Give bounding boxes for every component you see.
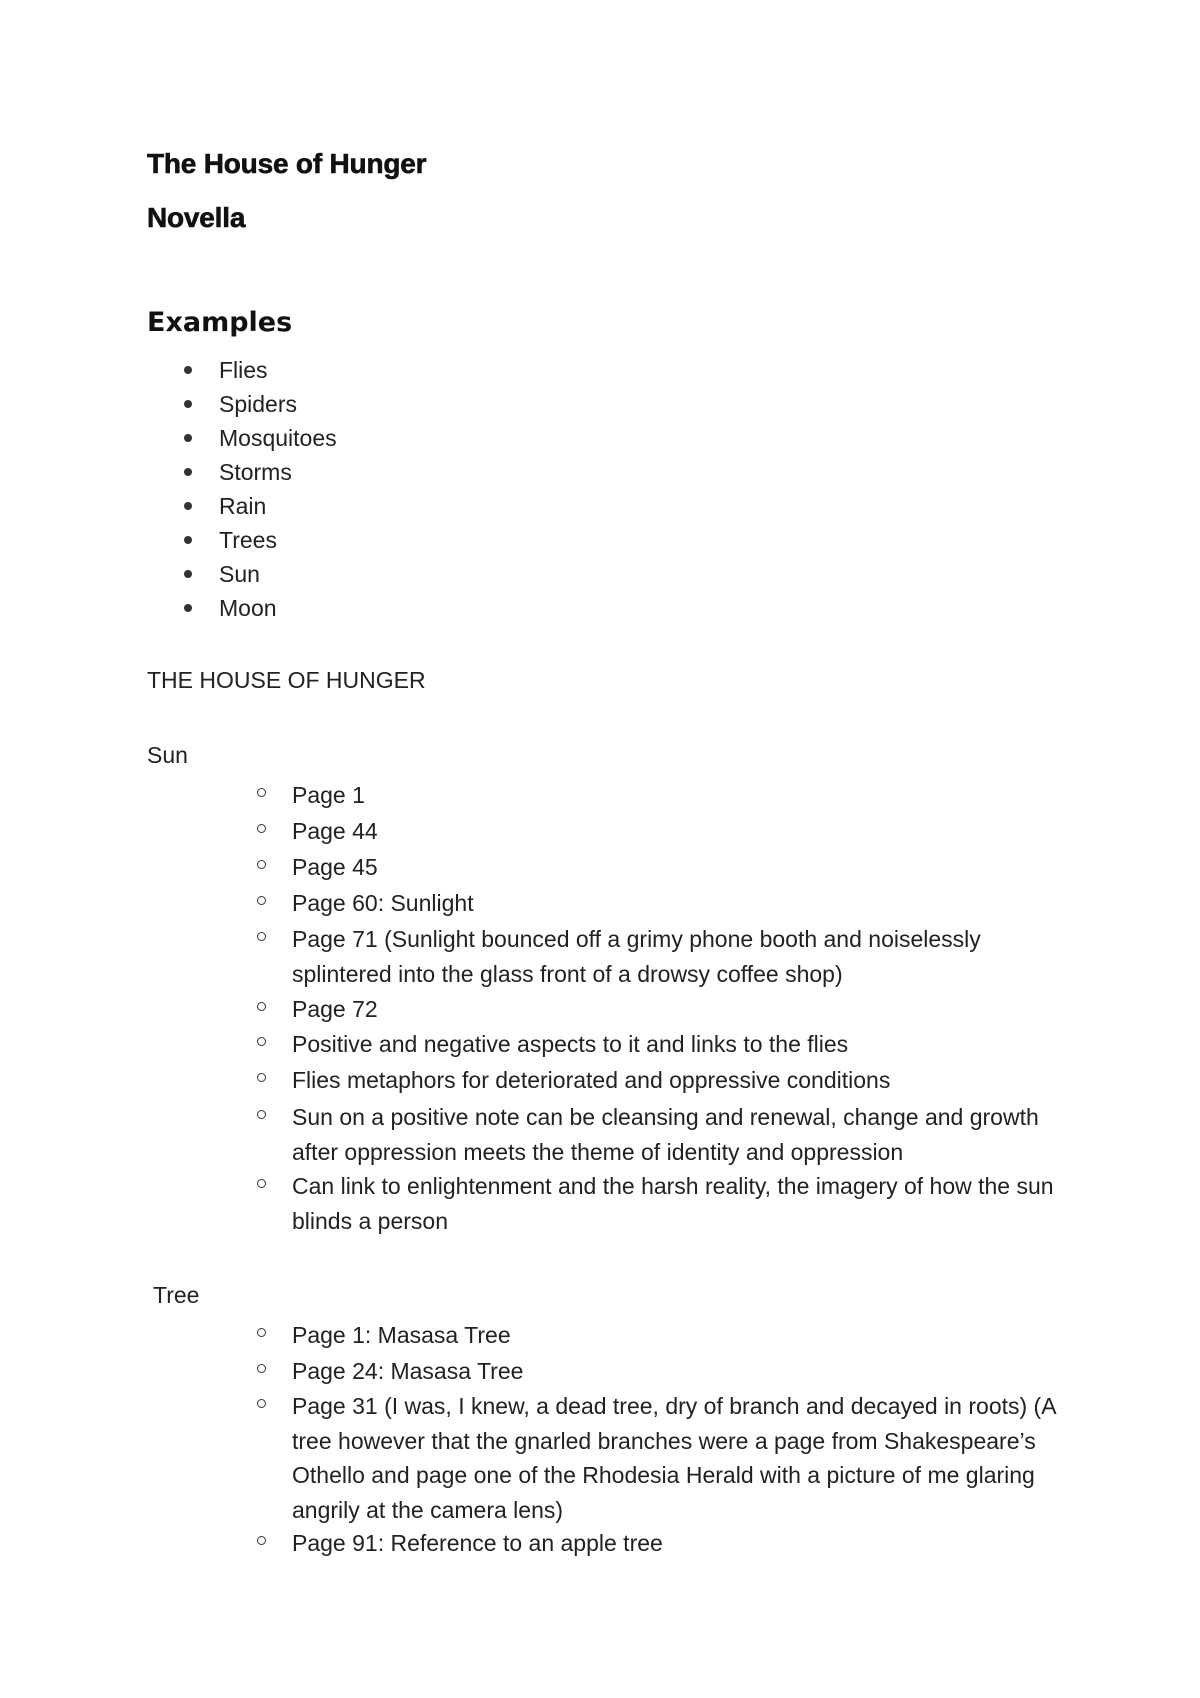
bullet-icon [184,366,192,374]
bullet-icon [184,570,192,578]
circle-bullet-icon [257,1179,266,1188]
circle-bullet-icon [257,932,266,941]
tree-label: Tree [153,1282,200,1308]
section-heading: THE HOUSE OF HUNGER [147,667,426,693]
circle-bullet-icon [257,1328,266,1337]
examples-heading: Examples [147,307,293,338]
bullet-icon [184,468,192,476]
circle-bullet-icon [257,824,266,833]
circle-bullet-icon [257,1037,266,1046]
bullet-icon [184,536,192,544]
circle-bullet-icon [257,860,266,869]
circle-bullet-icon [257,1399,266,1408]
document-subtitle: Novella [147,202,246,233]
circle-bullet-icon [257,1110,266,1119]
circle-bullet-icon [257,1536,266,1545]
circle-bullet-icon [257,896,266,905]
circle-bullet-icon [257,788,266,797]
document-page: The House of Hunger Novella Examples Flies Spiders Mosquitoes Storms Rain Trees Sun Moon THE HOUSE OF HUNGER Sun Page 1 Page 44 Page 45 Page 60: Sunlight Page 71 (Sunlight bounced off a grimy phone booth and noiselessly splintered into the glass front of a drowsy coffee shop) Page 72 Positive and negative aspects to it and links to the flies Flies metaphors for deteriorated and oppressive conditions Sun on a positive note can be cleansing and renewal, change and growth after oppression meets the theme of identity and oppression Can link to enlightenment and the harsh reality, the imagery of how the sun blinds a person Tree Page 1: Masasa Tree Page 24: Masasa Tree Page 31 (I was, I knew, a dead tree, dry of branch and decayed in roots) (A tree however that the gnarled branches were a page from Shakespeare’s Othello and page one of the Rhodesia Herald with a picture of me glaring angrily at the camera lens) Page 91: Reference to an apple tree [147,148,1056,1556]
circle-bullet-icon [257,1073,266,1082]
bullet-icon [184,400,192,408]
bullet-icon [184,604,192,612]
circle-bullet-icon [257,1364,266,1373]
circle-bullet-icon [257,1002,266,1011]
bullet-icon [184,502,192,510]
bullet-icon [184,434,192,442]
document-title: The House of Hunger [147,148,427,179]
sun-label: Sun [147,742,188,768]
